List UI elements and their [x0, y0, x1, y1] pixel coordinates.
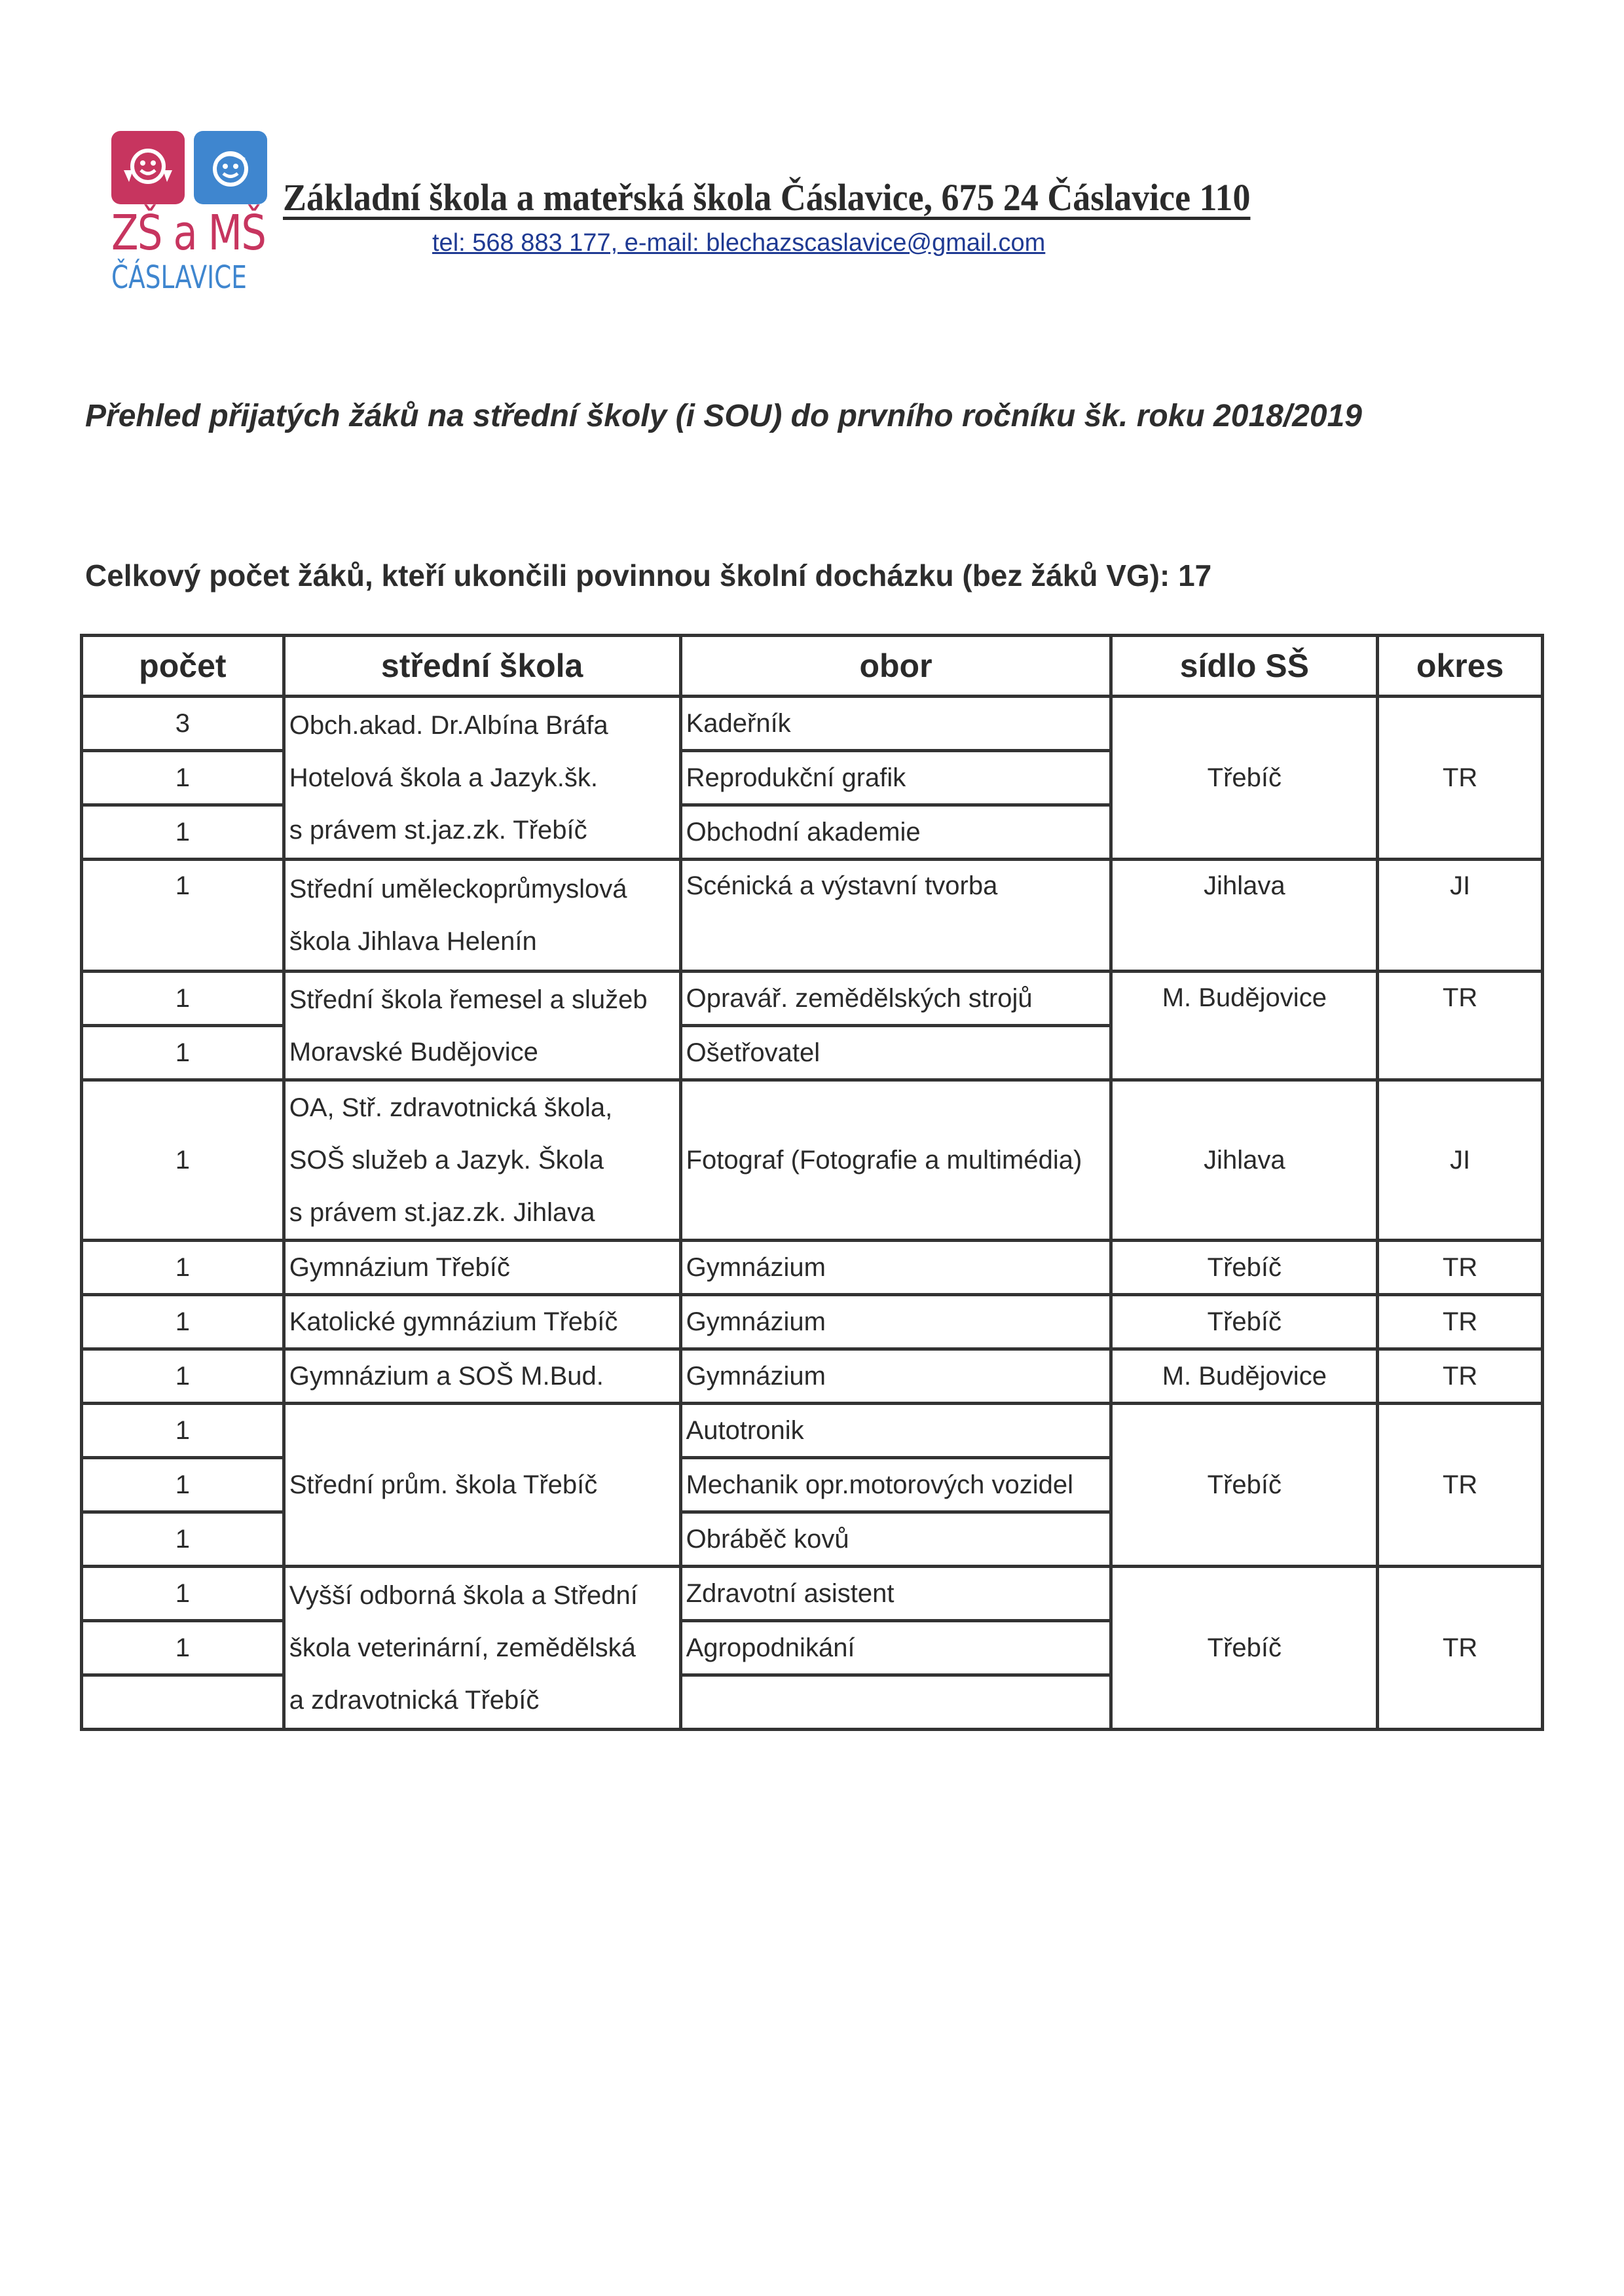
school-cell: Střední prům. škola Třebíč [284, 1404, 680, 1567]
logo-faces [111, 131, 268, 204]
table-row [82, 972, 1543, 1026]
okres-cell: TR [1378, 1349, 1543, 1404]
sidlo-cell: Jihlava [1111, 1080, 1378, 1241]
girl-face-icon [111, 131, 185, 204]
school-line: Obch.akad. Dr.Albína Bráfa [289, 711, 608, 740]
okres-cell: JI [1378, 860, 1543, 972]
obor-cell [680, 1675, 1111, 1730]
obor-cell: Obráběč kovů [680, 1512, 1111, 1567]
pocet-cell: 1 [82, 860, 284, 972]
pocet-cell: 1 [82, 1404, 284, 1458]
header-okres: okres [1378, 636, 1543, 697]
obor-cell: Autotronik [680, 1404, 1111, 1458]
okres-cell: TR [1378, 1295, 1543, 1349]
header-pocet: počet [82, 636, 284, 697]
school-line: Střední uměleckoprůmyslová [289, 875, 627, 903]
school-line: Střední škola řemesel a služeb [289, 985, 648, 1014]
pocet-cell: 1 [82, 1512, 284, 1567]
okres-cell: TR [1378, 972, 1543, 1080]
pocet-cell: 1 [82, 751, 284, 805]
pocet-cell: 1 [82, 1080, 284, 1241]
okres-cell: TR [1378, 1241, 1543, 1295]
school-cell: Gymnázium a SOŠ M.Bud. [284, 1349, 680, 1404]
contact-line[interactable]: tel: 568 883 177, e-mail: blechazscaslavice@gmail.com [432, 229, 1046, 257]
school-cell [284, 697, 680, 860]
school-line: SOŠ služeb a Jazyk. Škola [289, 1146, 604, 1175]
school-cell [284, 860, 680, 972]
header-obor: obor [680, 636, 1111, 697]
school-cell: Gymnázium Třebíč [284, 1241, 680, 1295]
school-line: OA, Stř. zdravotnická škola, [289, 1093, 613, 1122]
sidlo-cell: Třebíč [1111, 1241, 1378, 1295]
table-row [82, 1241, 1543, 1295]
school-line: Vyšší odborná škola a Střední [289, 1581, 638, 1610]
sidlo-cell: Třebíč [1111, 1567, 1378, 1730]
table-row [82, 1567, 1543, 1621]
obor-cell: Opravář. zemědělských strojů [680, 972, 1111, 1026]
obor-cell: Agropodnikání [680, 1621, 1111, 1675]
sidlo-cell: Třebíč [1111, 1404, 1378, 1567]
pocet-cell: 1 [82, 1621, 284, 1675]
table-row [82, 697, 1543, 751]
okres-cell: TR [1378, 1567, 1543, 1730]
logo-text-town: ČÁSLAVICE [111, 259, 247, 296]
school-line: a zdravotnická Třebíč [289, 1686, 540, 1715]
okres-cell: TR [1378, 1404, 1543, 1567]
pocet-cell: 1 [82, 1458, 284, 1512]
pocet-cell: 1 [82, 972, 284, 1026]
total-students-line: Celkový počet žáků, kteří ukončili povinnou školní docházku (bez žáků VG): 17 [85, 558, 1212, 592]
pocet-cell: 1 [82, 1241, 284, 1295]
sidlo-cell: Jihlava [1111, 860, 1378, 972]
table-header-row [82, 636, 1543, 697]
table-row [82, 1295, 1543, 1349]
okres-cell: TR [1378, 697, 1543, 860]
okres-cell: JI [1378, 1080, 1543, 1241]
sidlo-cell: M. Budějovice [1111, 972, 1378, 1080]
obor-cell: Gymnázium [680, 1295, 1111, 1349]
school-line: s právem st.jaz.zk. Třebíč [289, 816, 587, 845]
obor-cell: Scénická a výstavní tvorba [680, 860, 1111, 972]
school-name-heading: Základní škola a mateřská škola Čáslavice, 675 24 Čáslavice 110 [283, 176, 1251, 219]
document-title: Přehled přijatých žáků na střední školy (i SOU) do prvního ročníku šk. roku 2018/2019 [85, 399, 1362, 433]
school-logo [111, 131, 268, 296]
obor-cell: Zdravotní asistent [680, 1567, 1111, 1621]
school-cell [284, 1567, 680, 1730]
pocet-cell: 1 [82, 1295, 284, 1349]
obor-cell: Gymnázium [680, 1349, 1111, 1404]
obor-cell: Fotograf (Fotografie a multimédia) [680, 1080, 1111, 1241]
obor-cell: Kadeřník [680, 697, 1111, 751]
school-cell [284, 1080, 680, 1241]
pocet-cell: 1 [82, 1567, 284, 1621]
table-row [82, 1349, 1543, 1404]
table-row [82, 860, 1543, 972]
obor-cell: Ošetřovatel [680, 1026, 1111, 1080]
obor-cell: Obchodní akademie [680, 805, 1111, 860]
school-line: s právem st.jaz.zk. Jihlava [289, 1198, 595, 1227]
sidlo-cell: M. Budějovice [1111, 1349, 1378, 1404]
obor-cell: Gymnázium [680, 1241, 1111, 1295]
pocet-cell: 1 [82, 1349, 284, 1404]
school-line: škola Jihlava Helenín [289, 927, 537, 956]
header-sidlo: sídlo SŠ [1111, 636, 1378, 697]
admissions-table [80, 634, 1544, 1731]
school-cell [284, 972, 680, 1080]
pocet-cell: 1 [82, 1026, 284, 1080]
school-line: škola veterinární, zemědělská [289, 1633, 636, 1662]
obor-cell: Mechanik opr.motorových vozidel [680, 1458, 1111, 1512]
pocet-cell: 3 [82, 697, 284, 751]
obor-cell: Reprodukční grafik [680, 751, 1111, 805]
school-cell: Katolické gymnázium Třebíč [284, 1295, 680, 1349]
sidlo-cell: Třebíč [1111, 697, 1378, 860]
boy-face-icon [194, 131, 267, 204]
header-stredni-skola: střední škola [284, 636, 680, 697]
school-line: Hotelová škola a Jazyk.šk. [289, 763, 599, 792]
table-row [82, 1080, 1543, 1241]
pocet-cell [82, 1675, 284, 1730]
sidlo-cell: Třebíč [1111, 1295, 1378, 1349]
table-row [82, 1404, 1543, 1458]
pocet-cell: 1 [82, 805, 284, 860]
logo-text-zs-ms: ZŠ a MŠ [111, 205, 266, 261]
school-line: Moravské Budějovice [289, 1037, 538, 1066]
